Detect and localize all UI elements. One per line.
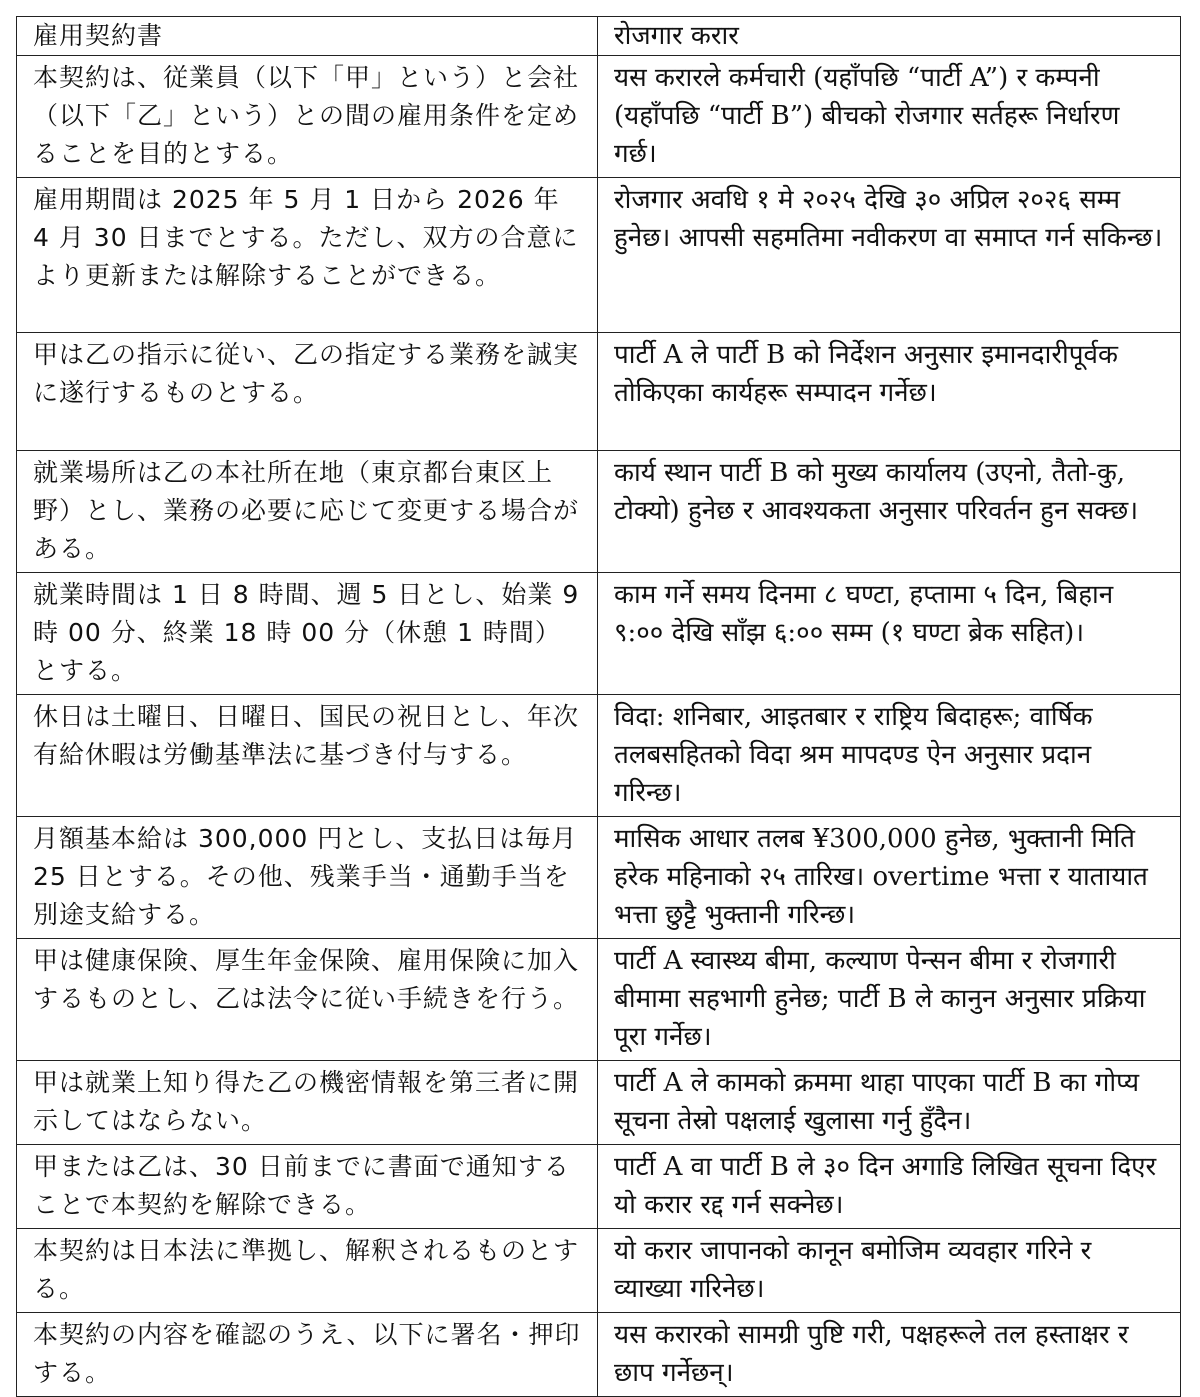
clause-row-holidays xyxy=(17,695,1181,817)
nepali-clause: पार्टी A स्वास्थ्य बीमा, कल्याण पेन्सन बीमा र रोजगारी बीमामा सहभागी हुनेछ; पार्टी B ले कानुन अनुसार प्रक्रिया पूरा गर्नेछ। xyxy=(598,939,1181,1061)
japanese-clause: 雇用期間は 2025 年 5 月 1 日から 2026 年 4 月 30 日までとする。ただし、双方の合意により更新または解除することができる。 xyxy=(17,178,598,333)
japanese-clause: 月額基本給は 300,000 円とし、支払日は毎月 25 日とする。その他、残業手当・通勤手当を別途支給する。 xyxy=(17,817,598,939)
header-row xyxy=(17,17,1181,56)
contract-table xyxy=(16,16,1181,1397)
nepali-clause: कार्य स्थान पार्टी B को मुख्य कार्यालय (उएनो, तैतो-कु, टोक्यो) हुनेछ र आवश्यकता अनुसार परिवर्तन हुन सक्छ। xyxy=(598,451,1181,573)
clause-row-purpose xyxy=(17,56,1181,178)
clause-row-signature xyxy=(17,1313,1181,1397)
japanese-clause: 甲は健康保険、厚生年金保険、雇用保険に加入するものとし、乙は法令に従い手続きを行う。 xyxy=(17,939,598,1061)
japanese-clause: 休日は土曜日、日曜日、国民の祝日とし、年次有給休暇は労働基準法に基づき付与する。 xyxy=(17,695,598,817)
nepali-clause: पार्टी A वा पार्टी B ले ३० दिन अगाडि लिखित सूचना दिएर यो करार रद्द गर्न सक्नेछ। xyxy=(598,1145,1181,1229)
clause-row-term xyxy=(17,178,1181,333)
clause-row-insurance xyxy=(17,939,1181,1061)
nepali-clause: रोजगार अवधि १ मे २०२५ देखि ३० अप्रिल २०२६ सम्म हुनेछ। आपसी सहमतिमा नवीकरण वा समाप्त गर्न सकिन्छ। xyxy=(598,178,1181,333)
japanese-clause: 本契約は日本法に準拠し、解釈されるものとする。 xyxy=(17,1229,598,1313)
nepali-clause: यो करार जापानको कानून बमोजिम व्यवहार गरिने र व्याख्या गरिनेछ। xyxy=(598,1229,1181,1313)
clause-row-duties xyxy=(17,333,1181,451)
clause-row-confidentiality xyxy=(17,1061,1181,1145)
japanese-title: 雇用契約書 xyxy=(17,17,598,56)
nepali-clause: पार्टी A ले कामको क्रममा थाहा पाएका पार्टी B का गोप्य सूचना तेस्रो पक्षलाई खुलासा गर्नु हुँदैन। xyxy=(598,1061,1181,1145)
nepali-clause: पार्टी A ले पार्टी B को निर्देशन अनुसार इमानदारीपूर्वक तोकिएका कार्यहरू सम्पादन गर्नेछ। xyxy=(598,333,1181,451)
clause-row-termination xyxy=(17,1145,1181,1229)
nepali-clause: काम गर्ने समय दिनमा ८ घण्टा, हप्तामा ५ दिन, बिहान ९:०० देखि साँझ ६:०० सम्म (१ घण्टा ब्रेक सहित)। xyxy=(598,573,1181,695)
nepali-clause: यस करारको सामग्री पुष्टि गरी, पक्षहरूले तल हस्ताक्षर र छाप गर्नेछन्। xyxy=(598,1313,1181,1397)
nepali-title: रोजगार करार xyxy=(598,17,1181,56)
japanese-clause: 本契約は、従業員（以下「甲」という）と会社（以下「乙」という）との間の雇用条件を定めることを目的とする。 xyxy=(17,56,598,178)
clause-row-governing-law xyxy=(17,1229,1181,1313)
japanese-clause: 甲または乙は、30 日前までに書面で通知することで本契約を解除できる。 xyxy=(17,1145,598,1229)
nepali-clause: मासिक आधार तलब ¥300,000 हुनेछ, भुक्तानी मिति हरेक महिनाको २५ तारिख। overtime भत्ता र यातायात भत्ता छुट्टै भुक्तानी गरिन्छ। xyxy=(598,817,1181,939)
japanese-clause: 就業時間は 1 日 8 時間、週 5 日とし、始業 9 時 00 分、終業 18 時 00 分（休憩 1 時間）とする。 xyxy=(17,573,598,695)
japanese-clause: 甲は就業上知り得た乙の機密情報を第三者に開示してはならない。 xyxy=(17,1061,598,1145)
japanese-clause: 就業場所は乙の本社所在地（東京都台東区上野）とし、業務の必要に応じて変更する場合がある。 xyxy=(17,451,598,573)
nepali-clause: विदा: शनिबार, आइतबार र राष्ट्रिय बिदाहरू; वार्षिक तलबसहितको विदा श्रम मापदण्ड ऐन अनुसार प्रदान गरिन्छ। xyxy=(598,695,1181,817)
japanese-clause: 本契約の内容を確認のうえ、以下に署名・押印する。 xyxy=(17,1313,598,1397)
japanese-clause: 甲は乙の指示に従い、乙の指定する業務を誠実に遂行するものとする。 xyxy=(17,333,598,451)
clause-row-workplace xyxy=(17,451,1181,573)
nepali-clause: यस करारले कर्मचारी (यहाँपछि “पार्टी A”) र कम्पनी (यहाँपछि “पार्टी B”) बीचको रोजगार सर्तहरू निर्धारण गर्छ। xyxy=(598,56,1181,178)
clause-row-hours xyxy=(17,573,1181,695)
clause-row-salary xyxy=(17,817,1181,939)
